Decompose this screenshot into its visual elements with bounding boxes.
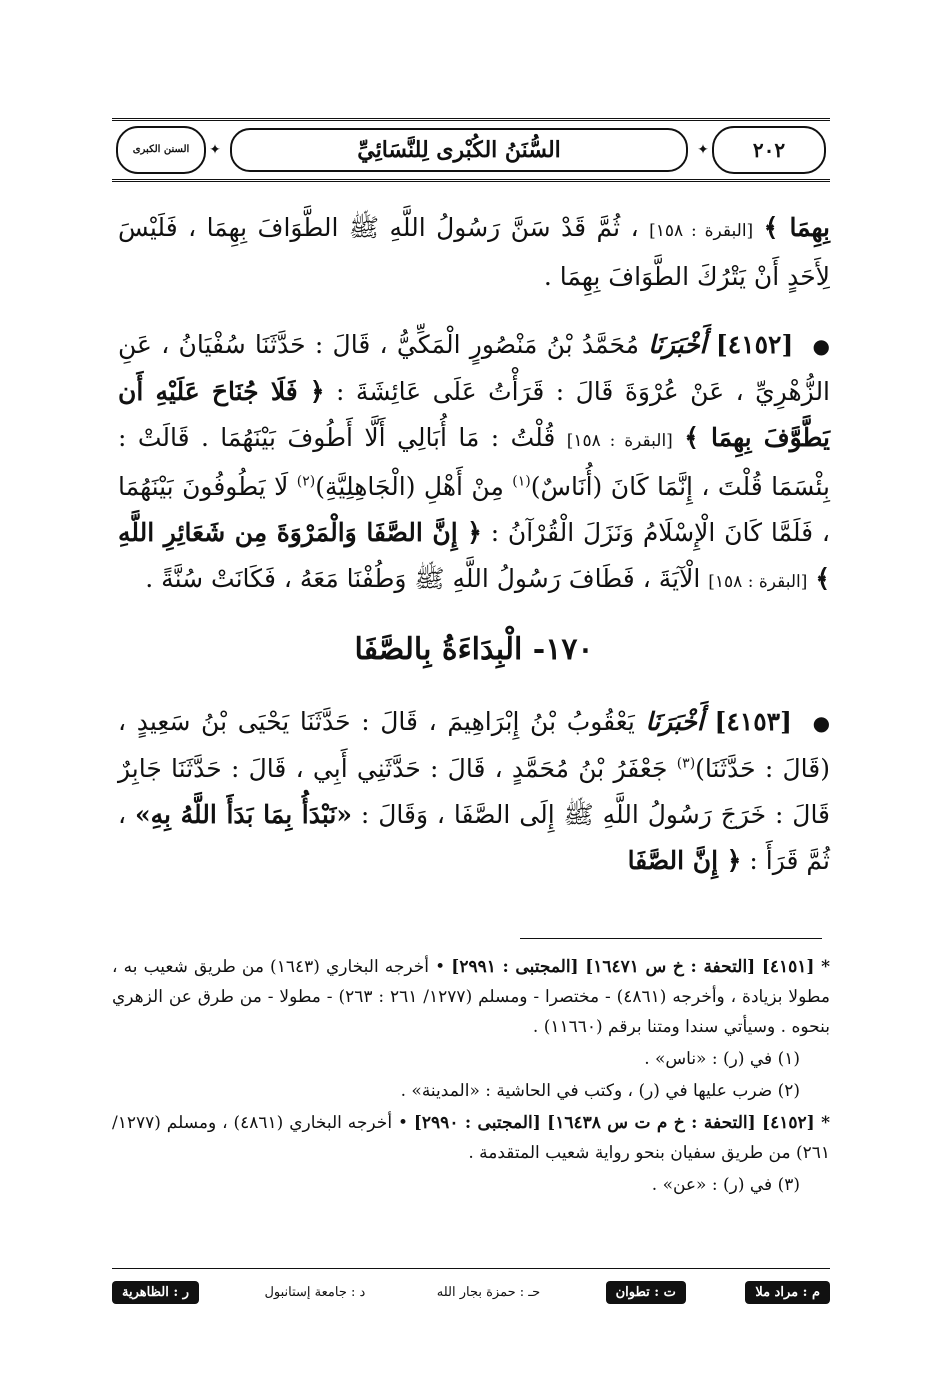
footnote-2: (٢) ضرب عليها في (ر) ، وكتب في الحاشية : «المدينة» . [400,1081,800,1101]
footnote-4151 [112,952,830,1042]
hadith-4153 [118,699,830,884]
manuscript-d: د : جامعة إستانبول [264,1284,366,1300]
footnote-divider [520,938,822,939]
emblem-text: السنن الكبرى [132,144,190,155]
chapter-title: ١٧٠- الْبِدَاءَةُ بِالصَّفَا [354,632,594,667]
quran-quote: ﴿ إِنَّ الصَّفَا [627,846,742,875]
book-emblem [116,126,206,174]
book-title: السُّنَنُ الكُبْرى لِلنَّسَائِيِّ [230,128,688,172]
prophet-quote: «نَبْدَأُ بِمَا بَدَأَ اللَّهُ بِهِ» [134,800,353,829]
ornament-icon: ✦ [209,142,221,158]
footnotes [112,952,830,1202]
footnote-marker[interactable]: (٢) [296,473,316,490]
manuscript-m: م : مراد ملا [745,1281,830,1304]
hadith-text: قُلْتُ : مَا أُبَالِي أَلَّا أَطُوفَ بَيْنَهُمَا . قَالَتْ : بِئْسَمَا قُلْتَ ، إِنَّمَا كَانَ (أُنَاسٌ) [118,423,830,501]
quran-reference: [البقرة : ١٥٨] [708,572,808,592]
quran-reference: [البقرة : ١٥٨] [649,221,754,241]
hadith-text: لَا يَطُوفُونَ بَيْنَهُمَا ، فَلَمَّا كَانَ الْإِسْلَامُ وَنَزَلَ الْقُرْآنُ : [118,472,831,547]
bullet-icon: ● [812,711,831,735]
akhbarana-word: أَخْبَرَنَا [648,330,707,359]
manuscript-r: ر : الظاهرية [112,1281,199,1304]
hadith-text: مُحَمَّدُ بْنُ مَنْصُورٍ الْمَكِّيُّ ، قَالَ : حَدَّثَنَا سُفْيَانُ ، عَنِ الزُّهْرِيِّ ، عَنْ عُرْوَةَ قَالَ : قَرَأْتُ عَلَى عَائِشَةَ : [118,330,831,406]
running-header [112,118,830,182]
continuation-paragraph [118,205,830,300]
page-number: ٢٠٢ [712,126,826,174]
quran-reference: [البقرة : ١٥٨] [566,431,673,451]
hadith-number: [٤١٥٢] [715,330,794,359]
quran-quote: ﴿ إِنَّ الصَّفَا وَالْمَرْوَةَ مِن شَعَائِرِ اللَّهِ ﴾ [118,518,830,593]
bullet-icon: ● [812,334,830,358]
footnote-1: (١) في (ر) : «ناس» . [644,1049,800,1069]
hadith-number: [٤١٥٣] [714,707,792,736]
hadith-4152 [118,322,830,605]
manuscript-key [112,1277,830,1307]
hadith-text: الْآيَةَ ، فَطَافَ رَسُولُ اللَّهِ ﷺ وَطُفْنَا مَعَهُ ، فَكَانَتْ سُنَّةً . [145,564,701,593]
footnote-3: (٣) في (ر) : «عن» . [651,1175,800,1195]
quran-quote: ﴿ فَلَا جُنَاحَ عَلَيْهِ أَن يَطَّوَّفَ بِهِمَا ﴾ [118,377,831,452]
footnote-body: • أخرجه البخاري (١٦٤٣) من طريق شعيب به ، مطولا بزيادة ، وأخرجه (٤٨٦١) - مختصرا - ومسلم (١٢٧٧/ ٢٦١ : ٢٦٣) - مطولا - من طرق عن الزهري بنحوه . وسيأتي سندا ومتنا برقم (١١٦٦٠) . [112,957,830,1037]
paragraph-text: ، ثُمَّ قَدْ سَنَّ رَسُولُ اللَّهِ ﷺ الطَّوَافَ بِهِمَا ، فَلَيْسَ لِأَحَدٍ أَنْ يَتْرُكَ الطَّوَافَ بِهِمَا . [118,213,830,291]
footnote-4152 [112,1108,830,1168]
footnote-head: * [٤١٥١] [التحفة : خ س ١٦٤٧١] [المجتبى : ٢٩٩١] [451,957,830,977]
hadith-text: ، ثُمَّ قَرَأَ : [118,800,830,875]
quran-fragment: بِهِمَا ﴾ [763,213,830,242]
main-text [118,205,830,906]
hadith-text: يَعْقُوبُ بْنُ إِبْرَاهِيمَ ، قَالَ : حَدَّثَنَا يَحْيَى بْنُ سَعِيدٍ ، (قَالَ : حَدَّثَنَا) [118,707,830,783]
footnote-head: * [٤١٥٢] [التحفة : خ م ت س ١٦٤٣٨] [المجتبى : ٢٩٩٠] [413,1113,830,1133]
hadith-text: جَعْفَرُ بْنُ مُحَمَّدٍ ، قَالَ : حَدَّثَنِي أَبِي ، قَالَ : حَدَّثَنَا جَابِرٌ قَالَ : خَرَجَ رَسُولُ اللَّهِ ﷺ إِلَى الصَّفَا ، وَقَالَ : [118,754,831,829]
ornament-icon: ✦ [697,142,709,158]
akhbarana-word: أَخْبَرَنَا [645,707,704,736]
footnote-marker[interactable]: (١) [512,473,531,490]
footnote-body: • أخرجه البخاري (٤٨٦١) ، ومسلم (١٢٧٧/ ٢٦١) من طريق سفيان بنحو رواية شعيب المتقدمة . [112,1113,830,1163]
manuscript-h: حـ : حمزة بجار الله [436,1284,541,1300]
footnote-marker[interactable]: (٣) [676,755,696,772]
manuscript-t: ت : تطوان [606,1281,686,1304]
hadith-text: مِنْ أَهْلِ (الْجَاهِلِيَّةِ) [315,472,504,501]
bottom-divider [112,1268,830,1269]
